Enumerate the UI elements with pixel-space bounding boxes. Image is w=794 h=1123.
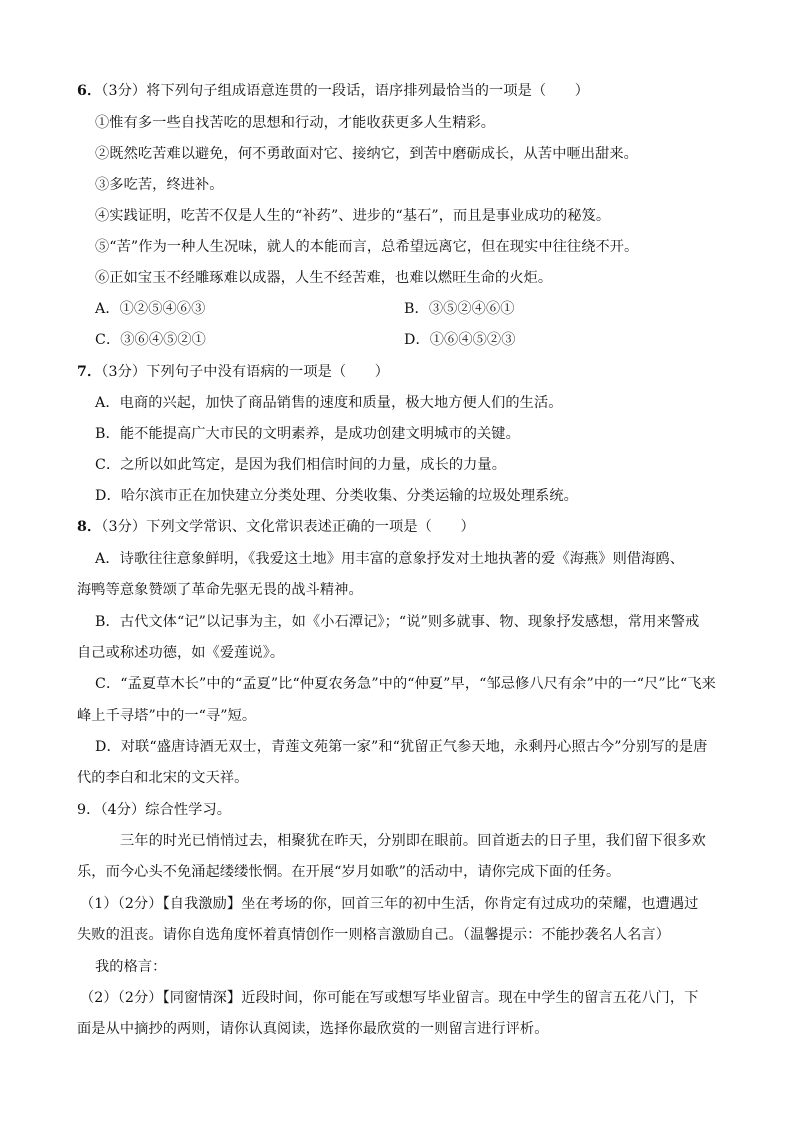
intro-line-1: 三年的时光已悄悄过去，相聚犹在昨天，分别即在眼前。回首逝去的日子里，我们留下很多欢 xyxy=(120,833,706,849)
option-b-line-1: B．古代文体“记”以记事为主，如《小石潭记》；“说”则多就事、物、现象抒发感想，常用来警戒 xyxy=(95,614,700,630)
motto-label: 我的格言： xyxy=(95,959,167,975)
question-6-stem xyxy=(77,81,589,101)
question-text: （3分）下列文学常识、文化常识表述正确的一项是（ ） xyxy=(101,519,475,535)
question-7-stem xyxy=(77,362,389,382)
intro-line-2: 乐，而今心头不免涌起缕缕怅惘。在开展“岁月如歌”的活动中，请你完成下面的任务。 xyxy=(77,864,621,880)
option-b-line-2: 自己或称述功德，如《爱莲说》。 xyxy=(77,645,285,661)
option-d-line-2: 代的李白和北宋的文天祥。 xyxy=(77,770,249,786)
option-d-line-1: D．对联“盛唐诗酒无双士，青莲文苑第一家”和“犹留正气参天地，永剩丹心照古今”分别写的是唐 xyxy=(95,739,708,755)
subquestion-1-line-2: 失败的沮丧。请你自选角度怀着真情创作一则格言激励自己。（温馨提示：不能抄袭名人名言） xyxy=(77,927,670,943)
sentence-5: ⑤“苦”作为一种人生况味，就人的本能而言，总希望远离它，但在现实中往往绕不开。 xyxy=(95,239,639,255)
option-d: D．①⑥④⑤②③ xyxy=(404,332,516,348)
question-number: 6． xyxy=(77,83,102,99)
subquestion-1-line-1: （1）（2分）【自我激励】坐在考场的你，回首三年的初中生活，你肯定有过成功的荣耀，也遭遇过 xyxy=(80,896,699,912)
sentence-2: ②既然吃苦难以避免，何不勇敢面对它、接纳它，到苦中磨砺成长，从苦中咂出甜来。 xyxy=(95,146,638,162)
sentence-4: ④实践证明，吃苦不仅是人生的“补药”、进步的“基石”，而且是事业成功的秘笈。 xyxy=(95,208,611,224)
question-number: 8． xyxy=(77,519,102,535)
option-d: D．哈尔滨市正在加快建立分类处理、分类收集、分类运输的垃圾处理系统。 xyxy=(95,488,578,504)
question-text: （3分）将下列句子组成语意连贯的一段话，语序排列最恰当的一项是（ ） xyxy=(101,83,590,99)
subquestion-2-line-1: （2）（2分）【同窗情深】近段时间，你可能在写或想写毕业留言。现在中学生的留言五花八门，下 xyxy=(80,990,699,1006)
sentence-6: ⑥正如宝玉不经雕琢难以成器，人生不经苦难，也难以燃旺生命的火炬。 xyxy=(95,270,553,286)
question-text: （3分）下列句子中没有语病的一项是（ ） xyxy=(101,364,390,380)
option-c: C．③⑥④⑤②① xyxy=(95,332,206,348)
sentence-1: ①惟有多一些自找苦吃的思想和行动，才能收获更多人生精彩。 xyxy=(95,115,496,131)
option-c-line-2: 峰上千寻塔”中的一“寻”短。 xyxy=(77,708,257,724)
sentence-3: ③多吃苦，终进补。 xyxy=(95,177,224,193)
question-text: （4分）综合性学习。 xyxy=(100,802,232,818)
option-c: C．之所以如此笃定，是因为我们相信时间的力量，成长的力量。 xyxy=(95,457,507,473)
question-number: 9． xyxy=(77,802,101,818)
option-c-line-1: C．“孟夏草木长”中的“孟夏”比“仲夏农务急”中的“仲夏”早，“邹忌修八尺有余”中的一“尺”比“飞来 xyxy=(95,676,716,692)
option-a-line-2: 海鸭等意象赞颂了革命先驱无畏的战斗精神。 xyxy=(77,582,363,598)
option-b: B．能不能提高广大市民的文明素养，是成功创建文明城市的关键。 xyxy=(95,426,520,442)
option-a: A．①②⑤④⑥③ xyxy=(95,301,206,317)
option-a: A．电商的兴起，加快了商品销售的速度和质量，极大地方便人们的生活。 xyxy=(95,395,563,411)
question-8-stem xyxy=(77,517,475,537)
option-a-line-1: A．诗歌往往意象鲜明，《我爱这土地》用丰富的意象抒发对土地执著的爱《海燕》则借海鸥、 xyxy=(95,551,685,567)
subquestion-2-line-2: 面是从中摘抄的两则，请你认真阅读，选择你最欣赏的一则留言进行评析。 xyxy=(77,1021,549,1037)
question-number: 7． xyxy=(77,364,102,380)
option-b: B．③⑤②④⑥① xyxy=(404,301,515,317)
question-9-stem xyxy=(77,800,231,820)
